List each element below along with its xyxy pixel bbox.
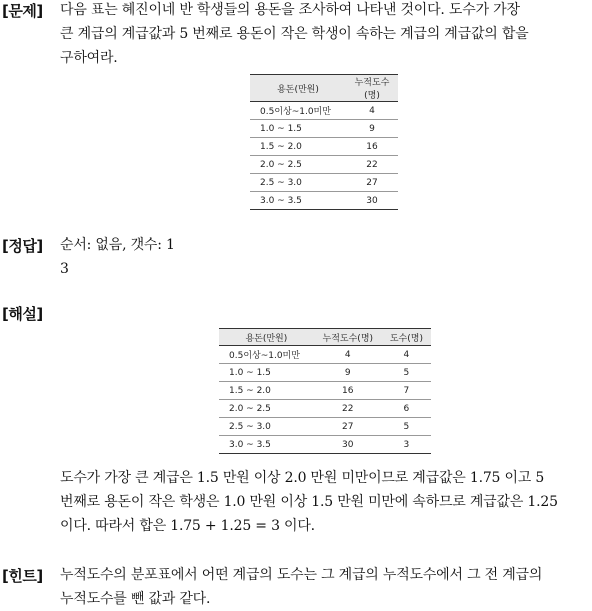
column-header: 누적도수(명) <box>314 329 382 346</box>
table-cell: 1.0 ~ 1.5 <box>219 364 314 382</box>
problem-line: 큰 계급의 계급값과 5 번째로 용돈이 작은 학생이 속하는 계급의 계급값의 합을 <box>60 26 529 42</box>
table-cell: 30 <box>346 192 398 210</box>
table-cell: 2.0 ~ 2.5 <box>219 400 314 418</box>
table-row <box>250 156 398 174</box>
table-cell: 9 <box>314 364 382 382</box>
table-cell: 1.5 ~ 2.0 <box>219 382 314 400</box>
table-cell: 30 <box>314 436 382 454</box>
table-cell: 1.0 ~ 1.5 <box>250 120 346 138</box>
answer-tag: [정답] <box>2 237 43 255</box>
table-row <box>250 192 398 210</box>
table-cell: 16 <box>314 382 382 400</box>
table-row <box>219 364 431 382</box>
table-cell: 3 <box>382 436 431 454</box>
table-header-row <box>250 75 398 102</box>
table-cell: 5 <box>382 418 431 436</box>
table-row <box>219 418 431 436</box>
table-cell: 6 <box>382 400 431 418</box>
column-header: 용돈(만원) <box>250 75 346 102</box>
hint-tag: [힌트] <box>2 567 43 585</box>
table-cell: 22 <box>346 156 398 174</box>
table-cell: 2.5 ~ 3.0 <box>250 174 346 192</box>
hint-line: 누적도수를 뺀 값과 같다. <box>60 591 211 607</box>
problem-text <box>60 0 590 70</box>
column-header: 도수(명) <box>382 329 431 346</box>
answer-line: 3 <box>60 261 69 277</box>
explanation-line: 번째로 용돈이 작은 학생은 1.0 만원 이상 1.5 만원 미만에 속하므로 계급값은 1.25 <box>60 494 558 510</box>
table-cell: 4 <box>346 102 398 120</box>
table-cell: 9 <box>346 120 398 138</box>
table-row <box>250 174 398 192</box>
table-header-row <box>219 329 431 346</box>
explanation-text <box>60 466 590 538</box>
problem-line: 다음 표는 혜진이네 반 학생들의 용돈을 조사하여 나타낸 것이다. 도수가 가장 <box>60 2 520 18</box>
problem-tag: [문제] <box>2 2 43 20</box>
table-cell: 22 <box>314 400 382 418</box>
table-cell: 2.5 ~ 3.0 <box>219 418 314 436</box>
table-cell: 0.5이상~1.0미만 <box>219 346 314 364</box>
table-cell: 1.5 ~ 2.0 <box>250 138 346 156</box>
table-cell: 0.5이상~1.0미만 <box>250 102 346 120</box>
column-header: 용돈(만원) <box>219 329 314 346</box>
cumulative-frequency-table <box>250 74 398 210</box>
explanation-tag: [해설] <box>2 305 43 323</box>
frequency-table <box>219 328 431 454</box>
table-cell: 4 <box>314 346 382 364</box>
table-row <box>219 436 431 454</box>
table-row <box>219 400 431 418</box>
table-row <box>219 346 431 364</box>
explanation-line: 도수가 가장 큰 계급은 1.5 만원 이상 2.0 만원 미만이므로 계급값은 1.75 이고 5 <box>60 470 545 486</box>
table-cell: 5 <box>382 364 431 382</box>
table-row <box>250 138 398 156</box>
problem-line: 구하여라. <box>60 50 118 66</box>
hint-text <box>60 563 590 611</box>
table-row <box>250 120 398 138</box>
column-header: 누적도수(명) <box>346 75 398 102</box>
table-cell: 16 <box>346 138 398 156</box>
table-row <box>219 382 431 400</box>
answer-line: 순서: 없음, 갯수: 1 <box>60 237 175 253</box>
table-cell: 3.0 ~ 3.5 <box>250 192 346 210</box>
table-row <box>250 102 398 120</box>
table-cell: 27 <box>314 418 382 436</box>
table-cell: 27 <box>346 174 398 192</box>
explanation-line: 이다. 따라서 합은 1.75 + 1.25 = 3 이다. <box>60 518 315 534</box>
table-cell: 7 <box>382 382 431 400</box>
hint-line: 누적도수의 분포표에서 어떤 계급의 도수는 그 계급의 누적도수에서 그 전 계급의 <box>60 567 543 583</box>
table-cell: 4 <box>382 346 431 364</box>
table-cell: 3.0 ~ 3.5 <box>219 436 314 454</box>
table-cell: 2.0 ~ 2.5 <box>250 156 346 174</box>
answer-text <box>60 233 590 281</box>
